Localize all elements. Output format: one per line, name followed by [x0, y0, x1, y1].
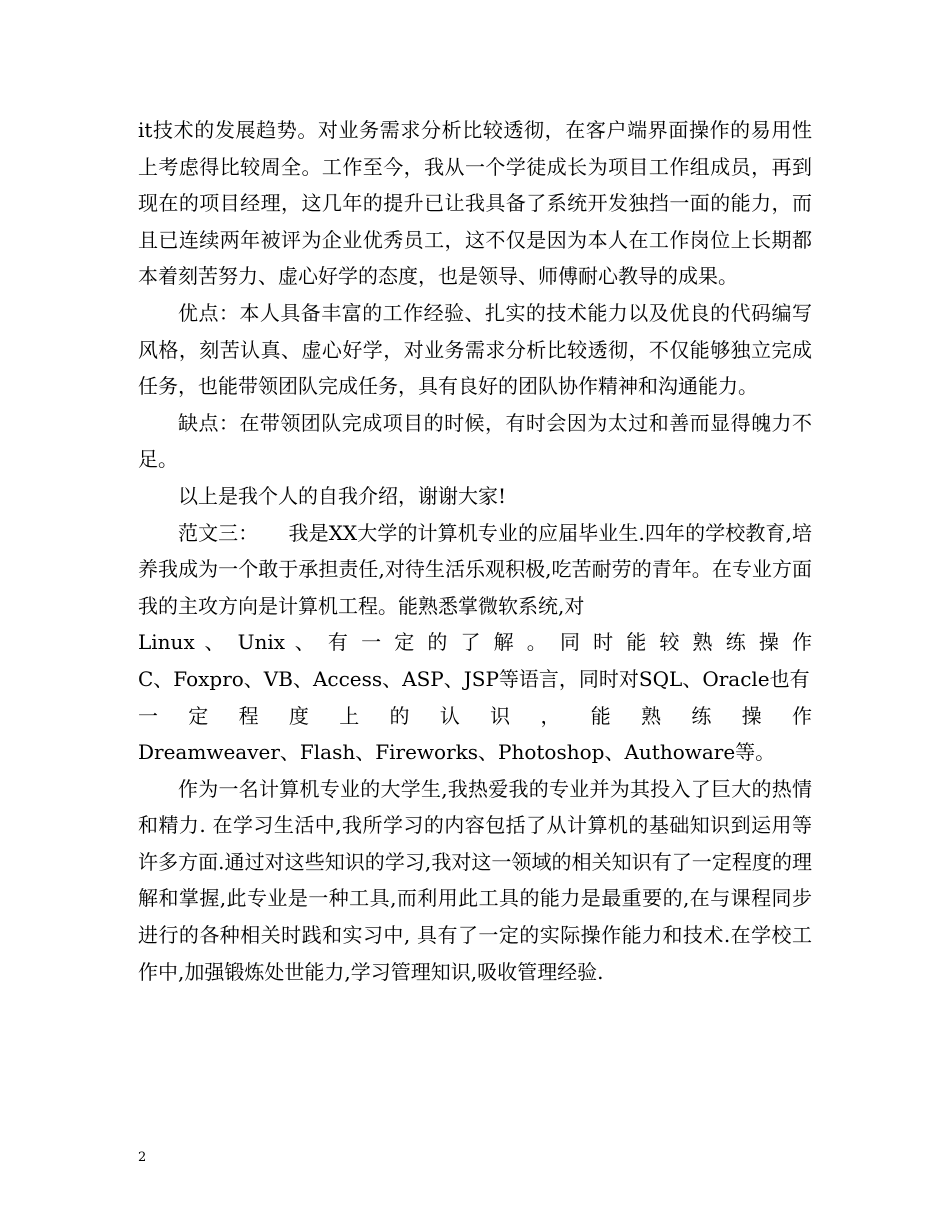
paragraph-closing: 以上是我个人的自我介绍，谢谢大家! — [178, 483, 507, 508]
paragraph-sample-three-linux-line: Linux 、 Unix 、 有 一 定 的 了 解 。 同 时 能 较 熟 练 操 作 — [138, 630, 812, 655]
paragraph-major-passion: 作为一名计算机专业的大学生,我热爱我的专业并为其投入了巨大的热情和精力. 在学习生活中,我所学习的内容包括了从计算机的基础知识到运用等许多方面.通过对这些知识的学习,我对这一领域的相关知识有了一定程度的理解和掌握,此专业是一种工具,而利用此工具的能力是最重要的,在与课程同步进行的各种相关时践和实习中, 具有了一定的实际操作能力和技术.在学校工作中,加强锻炼处世能力,学习管理知识,吸收管理经验. — [138, 776, 812, 984]
paragraph-weaknesses: 缺点：在带领团队完成项目的时候，有时会因为太过和善而显得魄力不足。 — [138, 410, 812, 472]
document-body — [138, 112, 812, 990]
paragraph-sample-three-recognition-line: 一 定 程 度 上 的 认 识 ， 能 熟 练 操 作 — [138, 703, 812, 728]
page-number: 2 — [138, 1150, 147, 1165]
paragraph-strengths: 优点：本人具备丰富的工作经验、扎实的技术能力以及优良的代码编写风格，刻苦认真、虚心好学，对业务需求分析比较透彻，不仅能够独立完成任务，也能带领团队完成任务，具有良好的团队协作精神和沟通能力。 — [138, 300, 812, 399]
paragraph-sample-three-intro: 范文三： 我是XX大学的计算机专业的应届毕业生.四年的学校教育,培养我成为一个敢于承担责任,对待生活乐观积极,吃苦耐劳的青年。在专业方面我的主攻方向是计算机工程。能熟悉掌微软系统,对 — [138, 520, 812, 618]
paragraph-sample-three-languages-line: C、Foxpro、VB、Access、ASP、JSP等语言，同时对SQL、Oracle也有 — [138, 666, 810, 691]
paragraph-work-experience: it技术的发展趋势。对业务需求分析比较透彻，在客户端界面操作的易用性上考虑得比较周全。工作至今，我从一个学徒成长为项目工作组成员，再到现在的项目经理，这几年的提升已让我具备了系统开发独挡一面的能力，而且已连续两年被评为企业优秀员工，这不仅是因为本人在工作岗位上长期都本着刻苦努力、虚心好学的态度，也是领导、师傅耐心教导的成果。 — [138, 118, 812, 289]
paragraph-sample-three-tools-line: Dreamweaver、Flash、Fireworks、Photoshop、Authoware等。 — [138, 740, 776, 765]
